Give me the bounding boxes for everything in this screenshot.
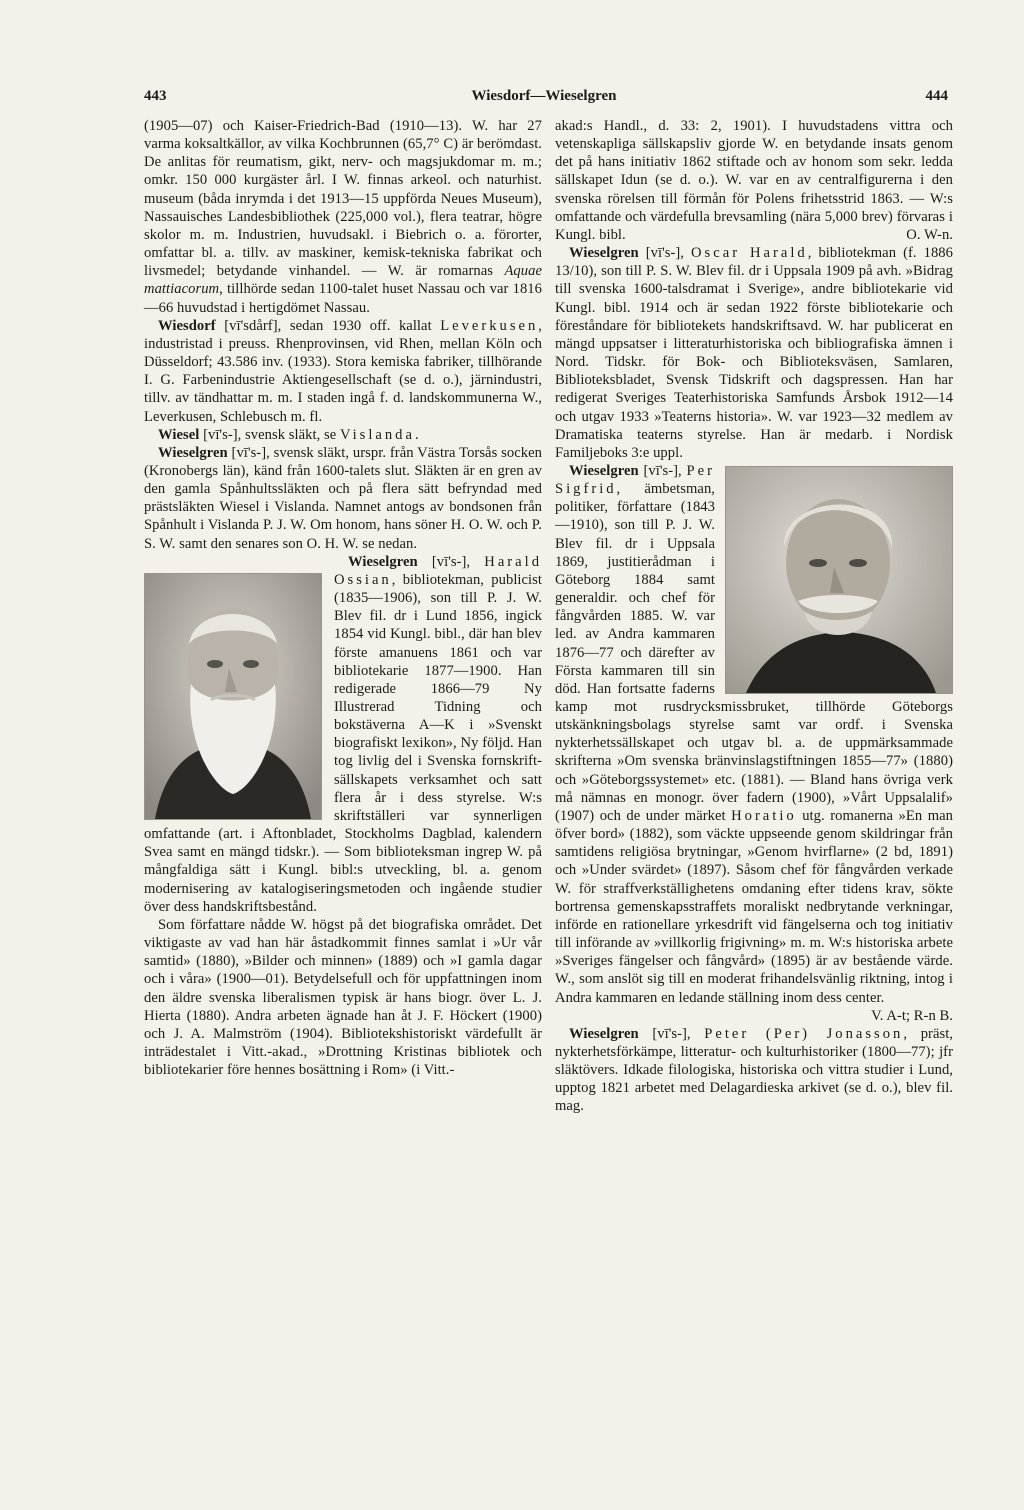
page-number-right: 444 [925, 88, 948, 104]
entry-peter-wieselgren: Wieselgren [vī's-], Peter (Per) Jonasson, präst, nykterhetsförkämpe, litteratur- och kulturhistoriker (1800—77); jfr släktövers. Idkade filologiska, historiska och vittra studier i Lund, upptog 1821 arbetet med Delagardieska arkivet (se d. o.), blev fil. mag. [555, 1025, 954, 1115]
headword: Wieselgren [569, 245, 639, 262]
page-header [140, 88, 948, 114]
author-signature: V. A-t; R-n B. [871, 1007, 953, 1024]
entry-wiesdorf: Wiesdorf [vī'sdårf], sedan 1930 off. kallat Leverkusen, industristad i preuss. Rhenprovinsen, vid Rhen, mellan Köln och Düsseldorf; 43.586 inv. (1933). Stora kemiska fabriker, tillhörande I. G. Farbenindustrie Aktiengesellschaft (se d. o.), järnindustri, tillv. av tändhattar m. m. I staden ingå f. d. landskommunerna W., Leverkusen, Schlebusch m. fl. [144, 317, 542, 425]
headword: Wiesdorf [158, 317, 216, 334]
portrait-photo-left [144, 573, 322, 820]
author-signature: O. W-n. [906, 226, 953, 243]
headword: Wieselgren [569, 462, 639, 479]
mustached-man-portrait-icon [726, 467, 952, 693]
entry-harald-ossian-authorship: Som författare nådde W. högst på det biografiska området. Det viktigaste av vad han här åstadkommit finnes samlat i »Ur vår samtid» (1880), »Bilder och minnen» (1889) och »I gamla dagar och i våra» (1900—01). Betydelsefull och för uppfattningen inom den äldre svenska liberalismen typisk är hans biogr. över L. J. Hierta (1880). Andra arbeten ägnade han åt J. F. Höckert (1900) och J. A. Malmström (1904). Bibliotekshistoriskt värdefullt är inträdestalet i Vitt.-akad., »Drottning Kristinas bibliotek och bibliotekarier före hennes bosättning i Rom» (i Vitt.- [144, 916, 542, 1079]
headword: Wieselgren [158, 444, 228, 461]
wiesbaden-continuation: (1905—07) och Kaiser-Friedrich-Bad (1910—13). W. har 27 varma koksaltkällor, av vilka Kochbrunnen (65,7° C) är berömdast. De anlitas för reumatism, gikt, nerv- och magsjukdomar m. m.; omkr. 150 000 kurgäster årl. I W. finnas arkeol. och naturhist. museum (båda inrymda i det 1913—15 uppförda Neues Museum), Nassauisches Landesbibliothek (225,000 vol.), flera teatrar, högre skolor m. m. Industrien, huvudsakl. i Biebrich o. a. förorter, omfattar bl. a. tillv. av maskiner, kemisk-tekniska fabrikat och livsmedel; betydande vinhandel. — W. är romarnas Aquae mattiacorum, tillhörde sedan 1100-talet huset Nassau och var 1816—66 huvudstad i hertigdömet Nassau. [144, 118, 542, 316]
entry-wieselgren-family: Wieselgren [vī's-], svensk släkt, urspr. från Västra Torsås socken (Kronobergs län), känd från 1600-talets slut. Släkten är en gren av den gamla Spånhultssläkten och på flera sätt befryndad med prästsläkten Wiesel i Vislanda. Namnet antogs av bondsonen från Spånhult i Vislanda P. J. W. Om honom, hans söner H. O. W. och P. S. W. samt den senares son O. H. W. se nedan. [144, 444, 542, 552]
page-number-left: 443 [144, 88, 167, 104]
harald-ossian-continuation: akad:s Handl., d. 33: 2, 1901). I huvudstadens vittra och vetenskapliga sällskapsliv gjorde W. en betydande insats genom det på hans initiativ 1862 stiftade och av honom som sekr. ledda sällskapet Idun (se d. o.). W. var en av centralfigurerna i den svenska rörelsen till förmån för Polens frihetsstrid 1863. — W:s omfattande och värdefulla brevsamling (nära 5,000 brev) förvaras i Kungl. bibl. O. W-n. [555, 118, 953, 243]
headword: Wiesel [158, 426, 200, 443]
left-column [144, 117, 542, 1079]
headword: Wieselgren [348, 553, 418, 570]
page-title: Wiesdorf—Wieselgren [471, 88, 617, 104]
portrait-photo-right [725, 466, 953, 694]
bearded-man-portrait-icon [145, 574, 321, 819]
entry-oscar-harald-wieselgren: Wieselgren [vī's-], Oscar Harald, bibliotekman (f. 1886 13/10), son till P. S. W. Blev fil. dr i Uppsala 1909 på avh. »Bidrag till svenska 1600-talsdramat i Sverige», andre bibliotekarie vid Kungl. bibl. 1914 och är sedan 1922 förste bibliotekarie och föreståndare för bibliotekets handskriftsavd. W. har publicerat en mängd uppsatser i litteraturhistoriska och bibliografiska ämnen i Nord. Tidskr. för Bok- och Biblioteksväsen, Samlaren, Biblioteksbladet, Svensk Tidskrift och dagspressen. Han har redigerat Sveriges Teaterhistoriska Samfunds Årsbok 1912—14 och utgav 1933 »Teaterns historia». W. var 1923—32 medlem av Dramatiska teaterns styrelse. Han är medarb. i Nordisk Familjeboks 3:e uppl. [555, 245, 954, 461]
headword: Wieselgren [569, 1025, 639, 1042]
entry-wiesel: Wiesel [vī's-], svensk släkt, se Vislanda. [158, 426, 419, 443]
right-column [555, 117, 953, 1116]
entry-harald-ossian-wieselgren: Wieselgren [vī's-], Harald Ossian, bibliotekman, publicist (1835—1906), son till P. J. W. Blev fil. dr i Lund 1856, ingick 1854 vid Kungl. bibl., där han blev förste amanuens 1861 och var bibliotekarie 1877—1900. Han redigerade 1866—79 Ny Illustrerad Tidning och bokstäverna A—K i »Svenskt biografiskt lexikon», Ny följd. Han tog livlig del i Svenska fornskrift-sällskapets verksamhet och satt flera år i dess styrelse. W:s skriftställeri var synnerligen omfattande (art. i Aftonbladet, Stockholms Dagblad, kalendern Svea samt en mängd tidskr.). — Som biblioteksman ingrep W. på mångfaldiga sätt i Kungl. bibl:s utveckling, bl. a. genom modernisering av katalogiseringsmetoden och ingående studier över dess handskriftsbestånd. [144, 553, 542, 915]
entry-per-sigfrid-wieselgren: Wieselgren [vī's-], Per Sigfrid, ämbetsman, politiker, författare (1843—1910), son till P. J. W. Blev fil. dr i Uppsala 1869, justitierådman i Göteborg 1884 samt generaldir. och chef för fångvården 1885. W. var led. av Andra kammaren 1876—77 och därefter av Första kammaren till sin död. Han fortsatte faderns kamp mot rusdrycksmissbruket, tillhörde Göteborgs utskänkningsbolags styrelse samt var ordf. i Svenska nykterhetssällskapet och utgav bl. a. de uppmärksammade skrifterna »Om svenska bränvinslagstiftningen 1855—77» (1880) och »Göteborgssystemet» etc. (1881). — Bland hans övriga verk må nämnas en monogr. över fadern (1900), »Vårt Uppsalalif» (1907) och de under märket Horatio utg. romanerna »En man öfver bord» (1882), som väckte uppseende genom skildringar från samtidens religiösa brytningar, »Genom hvirflarne» (2 bd, 1891) och »Under svärdet» (1897). Såsom chef för fångvården verkade W. för straffverkställighetens omdaning efter tidens krav, sökte bortrensa gemenskapsstraffets moraliskt nedbrytande verkningar, införde en rationellare yrkesdrift vid fängelserna och tog initiativ till införande av »villkorlig frigivning» m. m. W:s historiska arbete »Sveriges fängelser och fångvård» (1895) är av bestående värde. W., som anslöt sig till en moderat frihandelsvänlig riktning, intog i Andra kammaren en ledande ställning inom dess center. V. A-t; R-n B. [555, 462, 953, 1024]
